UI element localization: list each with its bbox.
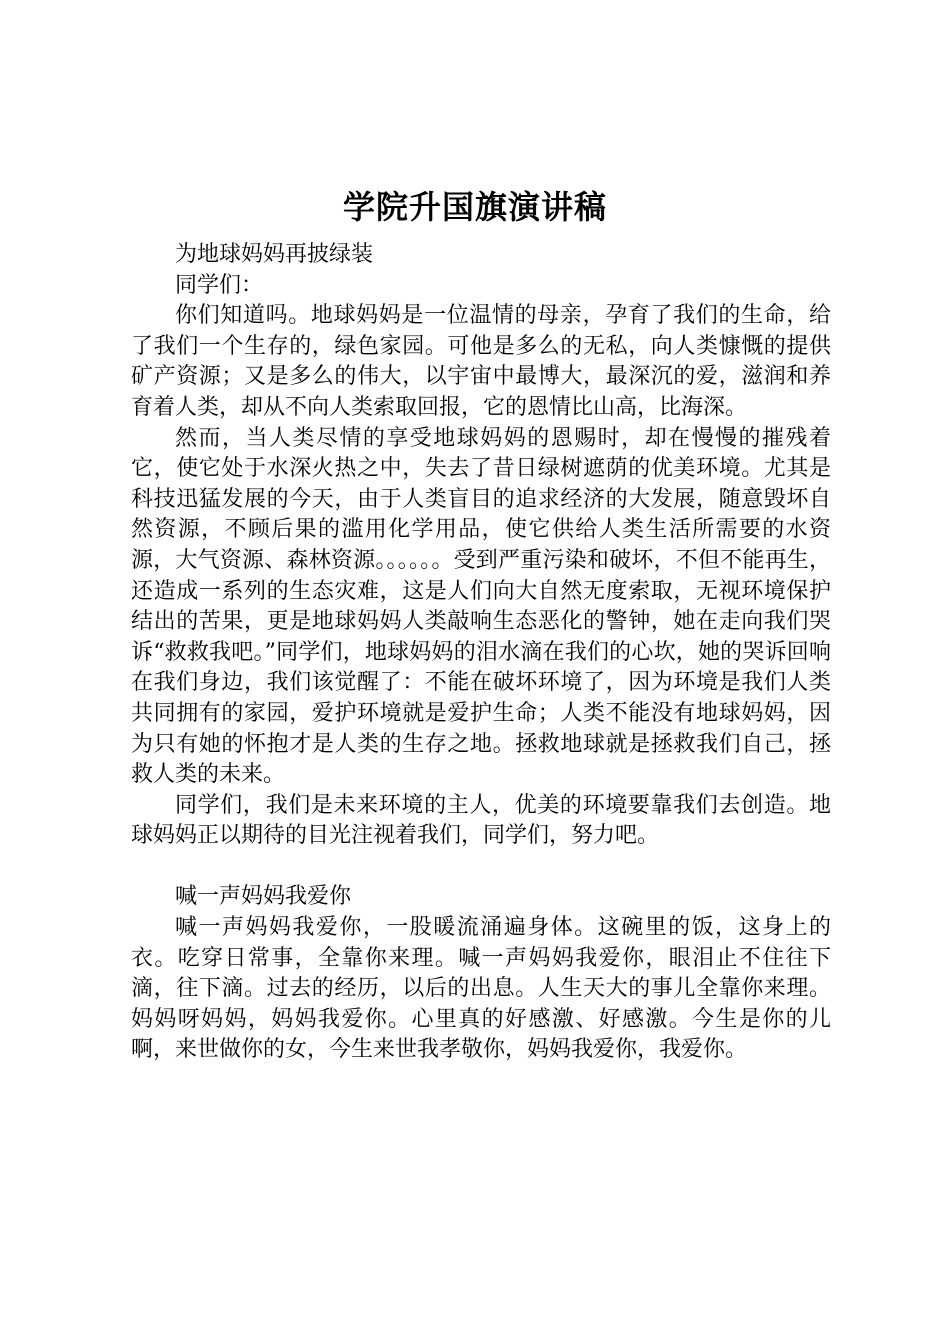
section1-heading: 为地球妈妈再披绿装 — [175, 242, 374, 267]
paragraph-2: 然而，当人类尽情的享受地球妈妈的恩赐时，却在慢慢的摧残着它，使它处于水深火热之中，失去了昔日绿树遮荫的优美环境。尤其是科技迅猛发展的今天，由于人类盲目的追求经济的大发展，随意毁坏自然资源，不顾后果的滥用化学用品，使它供给人类生活所需要的水资源，大气资源、森林资源。。。。。。受到严重污染和破坏，不但不能再生，还造成一系列的生态灾难，这是人们向大自然无度索取，无视环境保护结出的苦果，更是地球妈妈人类敲响生态恶化的警钟，她在走向我们哭诉“救救我吧。”同学们，地球妈妈的泪水滴在我们的心坎，她的哭诉回响在我们身边，我们该觉醒了：不能在破坏环境了，因为环境是我们人类共同拥有的家园，爱护环境就是爱护生命；人类不能没有地球妈妈，因为只有她的怀抱才是人类的生存之地。拯救地球就是拯救我们自己，拯救人类的未来。 — [131, 425, 831, 788]
paragraph-4: 喊一声妈妈我爱你，一股暖流涌遍身体。这碗里的饭，这身上的衣。吃穿日常事，全靠你来理。喊一声妈妈我爱你，眼泪止不住往下滴，往下滴。过去的经历，以后的出息。人生天大的事儿全靠你来理。妈妈呀妈妈，妈妈我爱你。心里真的好感激、好感激。今生是你的儿啊，来世做你的女，今生来世我孝敬你，妈妈我爱你，我爱你。 — [131, 915, 831, 1063]
paragraph-1: 你们知道吗。地球妈妈是一位温情的母亲，孕育了我们的生命，给了我们一个生存的，绿色家园。可他是多么的无私，向人类慷慨的提供矿产资源；又是多么的伟大，以宇宙中最博大，最深沉的爱，滋润和养育着人类，却从不向人类索取回报，它的恩情比山高，比海深。 — [131, 303, 831, 420]
document-title: 学院升国旗演讲稿 — [342, 188, 607, 226]
section2-heading: 喊一声妈妈我爱你 — [175, 884, 352, 910]
paragraph-3: 同学们，我们是未来环境的主人，优美的环境要靠我们去创造。地球妈妈正以期待的目光注视着我们，同学们，努力吧。 — [131, 792, 831, 849]
document-body — [131, 240, 831, 1066]
salutation: 同学们： — [175, 272, 264, 298]
section-spacer — [131, 852, 831, 883]
